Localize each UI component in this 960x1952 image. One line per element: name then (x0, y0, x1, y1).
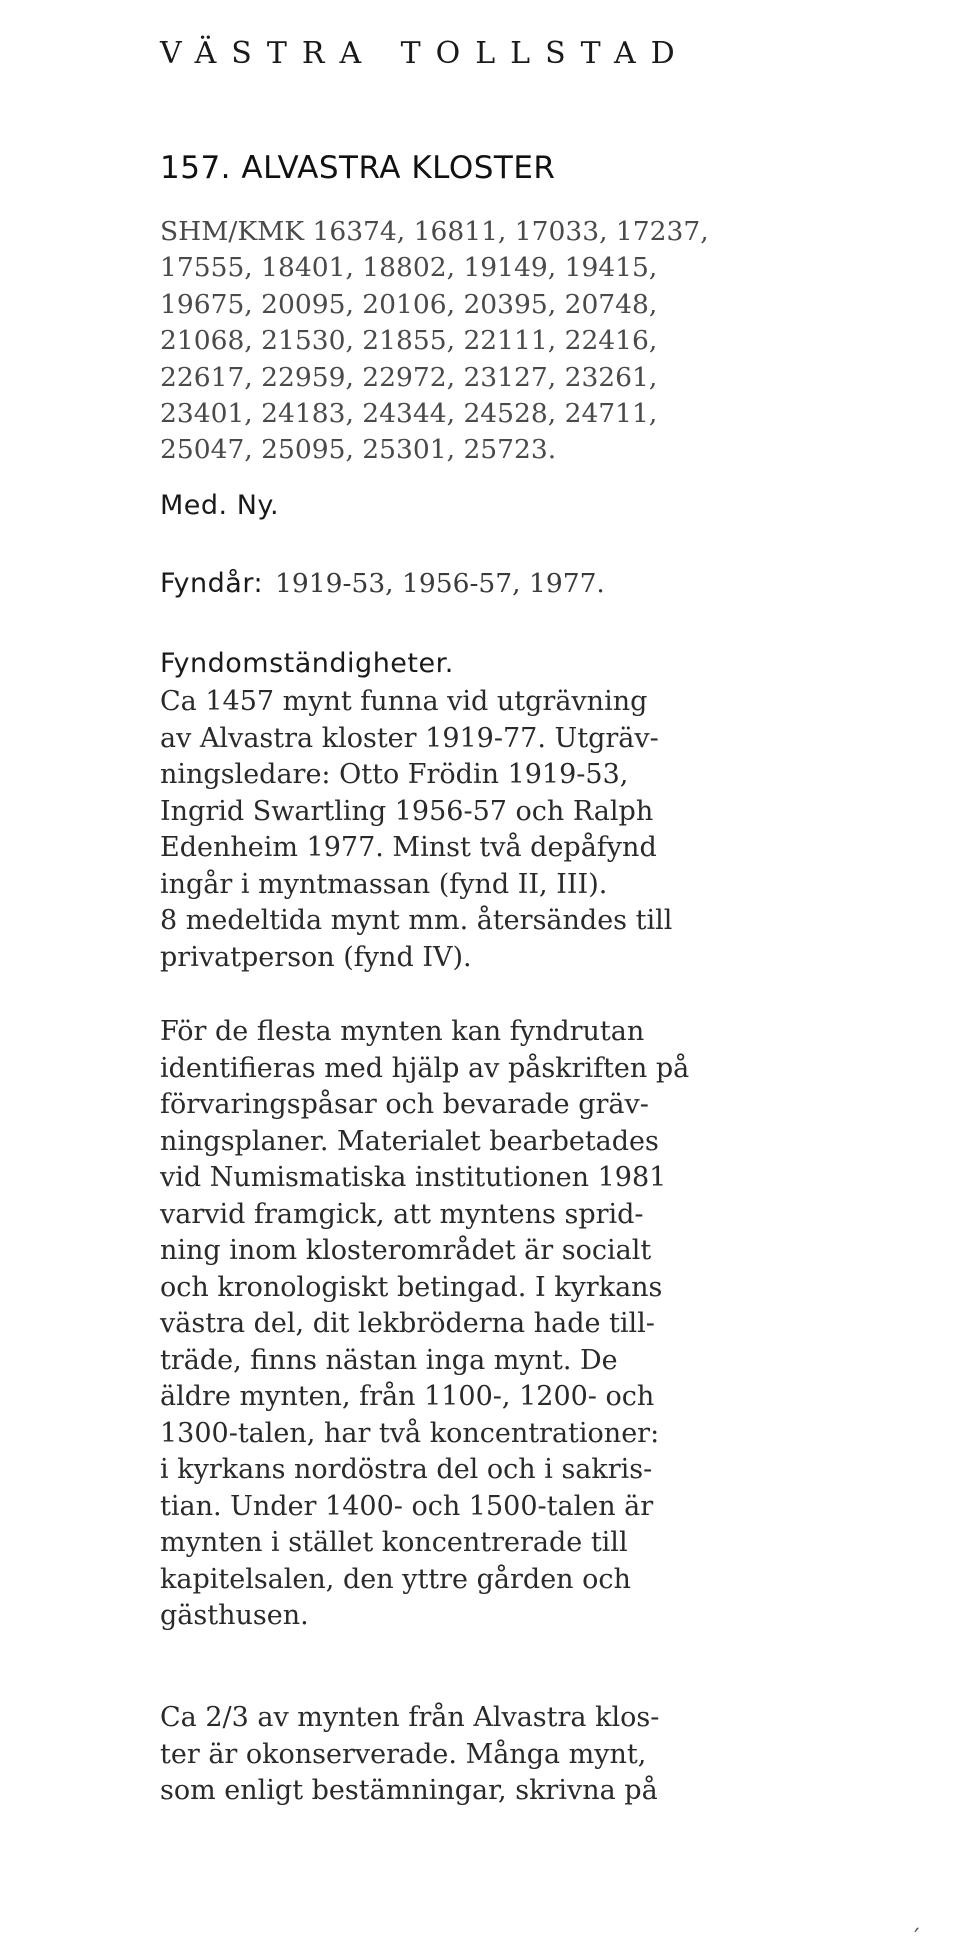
reference-numbers: SHM/KMK 16374, 16811, 17033, 17237, 17555, 18401, 18802, 19149, 19415, 19675, 20095, 20106, 20395, 20748, 21068, 21530, 21855, 22111, 22416, 22617, 22959, 22972, 23127, 23261, 23401, 24183, 24344, 24528, 24711, 25047, 25095, 25301, 25723. (160, 216, 709, 466)
find-years-line (160, 568, 605, 599)
circumstances-heading: Fyndomständigheter. (160, 648, 454, 679)
paragraph-circumstances: Ca 1457 mynt funna vid utgrävning av Alvastra kloster 1919-77. Utgräv- ningsledare: Otto Frödin 1919-53, Ingrid Swartling 1956-57 och Ralph Edenheim 1977. Minst två depåfynd ingår i myntmassan (fynd II, III). 8 medeltida mynt mm. återsändes till privatperson (fynd IV). (160, 686, 673, 973)
find-years-value: 1919-53, 1956-57, 1977. (275, 568, 605, 599)
period-label: Med. Ny. (160, 490, 280, 521)
running-head: VÄSTRA TOLLSTAD (160, 36, 690, 71)
entry-title: 157. ALVASTRA KLOSTER (160, 150, 556, 186)
paragraph-distribution: För de flesta mynten kan fyndrutan identifieras med hjälp av påskriften på förvaringspåsar och bevarade gräv- ningsplaner. Materialet bearbetades vid Numismatiska institutionen 1981 varvid framgick, att myntens sprid- ning inom klosterområdet är socialt och kronologiskt betingad. I kyrkans västra del, dit lekbröderna hade till- träde, finns nästan inga mynt. De äldre mynten, från 1100-, 1200- och 1300-talen, har två koncentrationer: i kyrkans nordöstra del och i sakris- tian. Under 1400- och 1500-talen är mynten i stället koncentrerade till kapitelsalen, den yttre gården och gästhusen. (160, 1016, 690, 1631)
find-years-label: Fyndår: (160, 568, 264, 599)
corner-mark: ´ (910, 1927, 921, 1952)
paragraph-conservation: Ca 2/3 av mynten från Alvastra klos- ter är okonserverade. Många mynt, som enligt bestämningar, skrivna på (160, 1702, 660, 1806)
